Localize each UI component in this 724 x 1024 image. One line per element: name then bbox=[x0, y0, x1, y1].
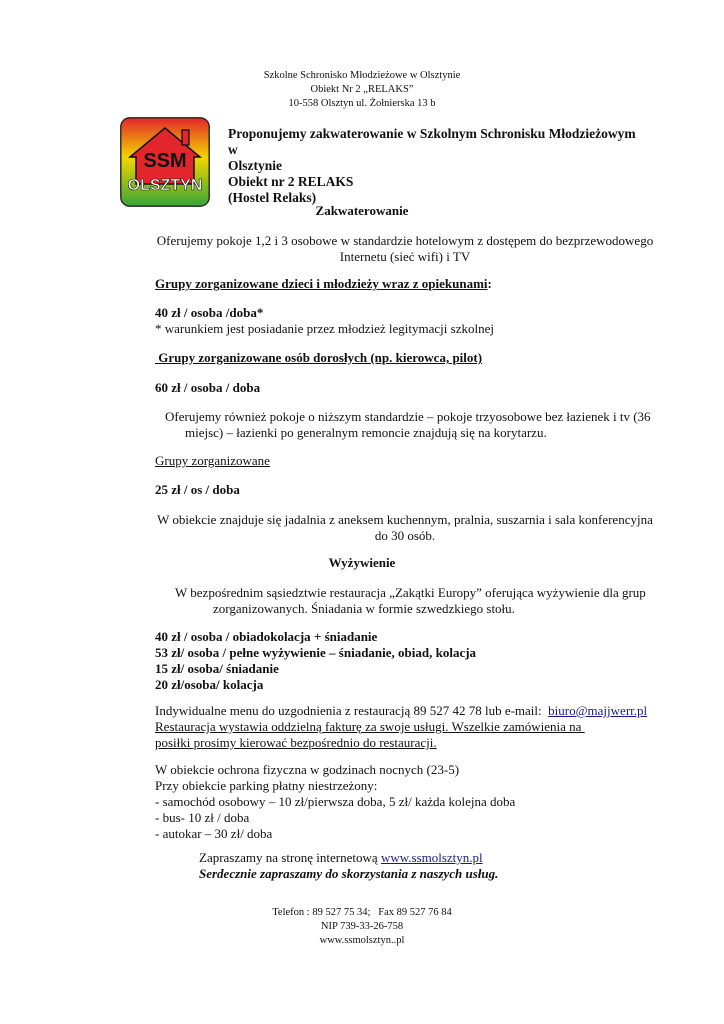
food-intro-line-2: zorganizowanych. Śniadania w formie szwedzkiego stołu. bbox=[213, 601, 515, 616]
logo-text-ssm: SSM bbox=[143, 150, 187, 172]
food-price-2: 53 zł/ osoba / pełne wyżywienie – śniadanie, obiad, kolacja bbox=[155, 645, 477, 660]
logo-text-olsztyn: OLSZTYN bbox=[127, 177, 203, 194]
ssm-logo bbox=[120, 117, 210, 207]
parking-car-line: - samochód osobowy – 10 zł/pierwsza doba, 5 zł/ każda kolejna doba bbox=[155, 794, 516, 809]
title-line-2: Olsztynie bbox=[228, 158, 282, 173]
group3-heading: Grupy zorganizowane bbox=[155, 453, 270, 468]
facilities-info bbox=[150, 512, 660, 544]
footer-website: www.ssmolsztyn..pl bbox=[319, 935, 405, 946]
food-prices bbox=[155, 629, 476, 693]
title-line-4: (Hostel Relaks) bbox=[228, 190, 317, 205]
lower-standard-line-1: Oferujemy również pokoje o niższym standardzie – pokoje trzyosobowe bez łazienek i tv (36 bbox=[165, 409, 651, 424]
title-line-3: Obiekt nr 2 RELAKS bbox=[228, 174, 354, 189]
letterhead-line-2: Obiekt Nr 2 „RELAKS” bbox=[310, 84, 414, 95]
parking-line: Przy obiekcie parking płatny niestrzeżony: bbox=[155, 778, 378, 793]
footer bbox=[0, 906, 724, 948]
invoice-line-2: posiłki prosimy kierować bezpośrednio do restauracji. bbox=[155, 735, 437, 750]
group2-price: 60 zł / osoba / doba bbox=[155, 380, 261, 395]
lower-standard-line-2: miejsc) – łazienki po generalnym remoncie znajdują się na korytarzu. bbox=[185, 425, 547, 440]
food-intro-line-1: W bezpośrednim sąsiedztwie restauracja „Zakątki Europy” oferująca wyżywienie dla grup bbox=[175, 585, 646, 600]
website-link[interactable]: www.ssmolsztyn.pl bbox=[380, 850, 483, 865]
group3-price: 25 zł / os / doba bbox=[155, 482, 240, 497]
parking-coach-line: - autokar – 30 zł/ doba bbox=[155, 826, 273, 841]
security-parking-info bbox=[155, 762, 515, 842]
letterhead-line-1: Szkolne Schronisko Młodzieżowe w Olsztynie bbox=[263, 70, 461, 81]
invite-text: Zapraszamy na stronę internetową bbox=[199, 850, 381, 865]
facilities-line-1: W obiekcie znajduje się jadalnia z aneksem kuchennym, pralnia, suszarnia i sala konferencyjna bbox=[157, 512, 653, 527]
group1-price: 40 zł / osoba /doba* bbox=[155, 305, 264, 320]
food-price-1: 40 zł / osoba / obiadokolacja + śniadanie bbox=[155, 629, 378, 644]
invoice-line-1: Restauracja wystawia oddzielną fakturę za swoje usługi. Wszelkie zamówienia na bbox=[155, 719, 585, 734]
email-link[interactable]: biuro@majjwerr.pl bbox=[548, 703, 648, 718]
closing bbox=[199, 850, 498, 882]
menu-line-text: Indywidualne menu do uzgodnienia z restauracją 89 527 42 78 lub e-mail: bbox=[155, 703, 549, 718]
footer-phone-fax: Telefon : 89 527 75 34; Fax 89 527 76 84 bbox=[272, 907, 452, 918]
group1-note: * warunkiem jest posiadanie przez młodzież legitymacji szkolnej bbox=[155, 321, 494, 336]
footer-nip: NIP 739-33-26-758 bbox=[320, 921, 404, 932]
group1-heading bbox=[155, 276, 492, 292]
title-line-1: Proponujemy zakwaterowanie w Szkolnym Schronisku Młodzieżowym w bbox=[228, 126, 636, 157]
group1-heading-text: Grupy zorganizowane dzieci i młodzieży wraz z opiekunami bbox=[155, 276, 488, 291]
letterhead bbox=[0, 69, 724, 111]
food-intro bbox=[175, 585, 665, 617]
facilities-line-2: do 30 osób. bbox=[374, 528, 436, 543]
parking-bus-line: - bus- 10 zł / doba bbox=[155, 810, 250, 825]
document-title bbox=[228, 126, 648, 206]
invite-line bbox=[199, 850, 498, 866]
accommodation-heading: Zakwaterowanie bbox=[315, 203, 409, 218]
food-heading: Wyżywienie bbox=[328, 555, 396, 570]
accommodation-intro bbox=[150, 233, 660, 265]
accommodation-intro-line-2: Internetu (sieć wifi) i TV bbox=[339, 249, 471, 264]
security-line: W obiekcie ochrona fizyczna w godzinach nocnych (23-5) bbox=[155, 762, 460, 777]
group1-heading-colon: : bbox=[487, 276, 492, 291]
closing-thanks: Serdecznie zapraszamy do skorzystania z naszych usług. bbox=[199, 866, 499, 881]
food-price-4: 20 zł/osoba/ kolacja bbox=[155, 677, 264, 692]
accommodation-intro-line-1: Oferujemy pokoje 1,2 i 3 osobowe w standardzie hotelowym z dostępem do bezprzewodowego bbox=[156, 233, 654, 248]
menu-line bbox=[155, 703, 675, 719]
letterhead-line-3: 10-558 Olsztyn ul. Żołnierska 13 b bbox=[288, 98, 436, 109]
group2-heading: Grupy zorganizowane osób dorosłych (np. kierowca, pilot) bbox=[155, 350, 483, 365]
restaurant-info bbox=[155, 703, 675, 751]
lower-standard-info bbox=[165, 409, 665, 441]
food-price-3: 15 zł/ osoba/ śniadanie bbox=[155, 661, 279, 676]
